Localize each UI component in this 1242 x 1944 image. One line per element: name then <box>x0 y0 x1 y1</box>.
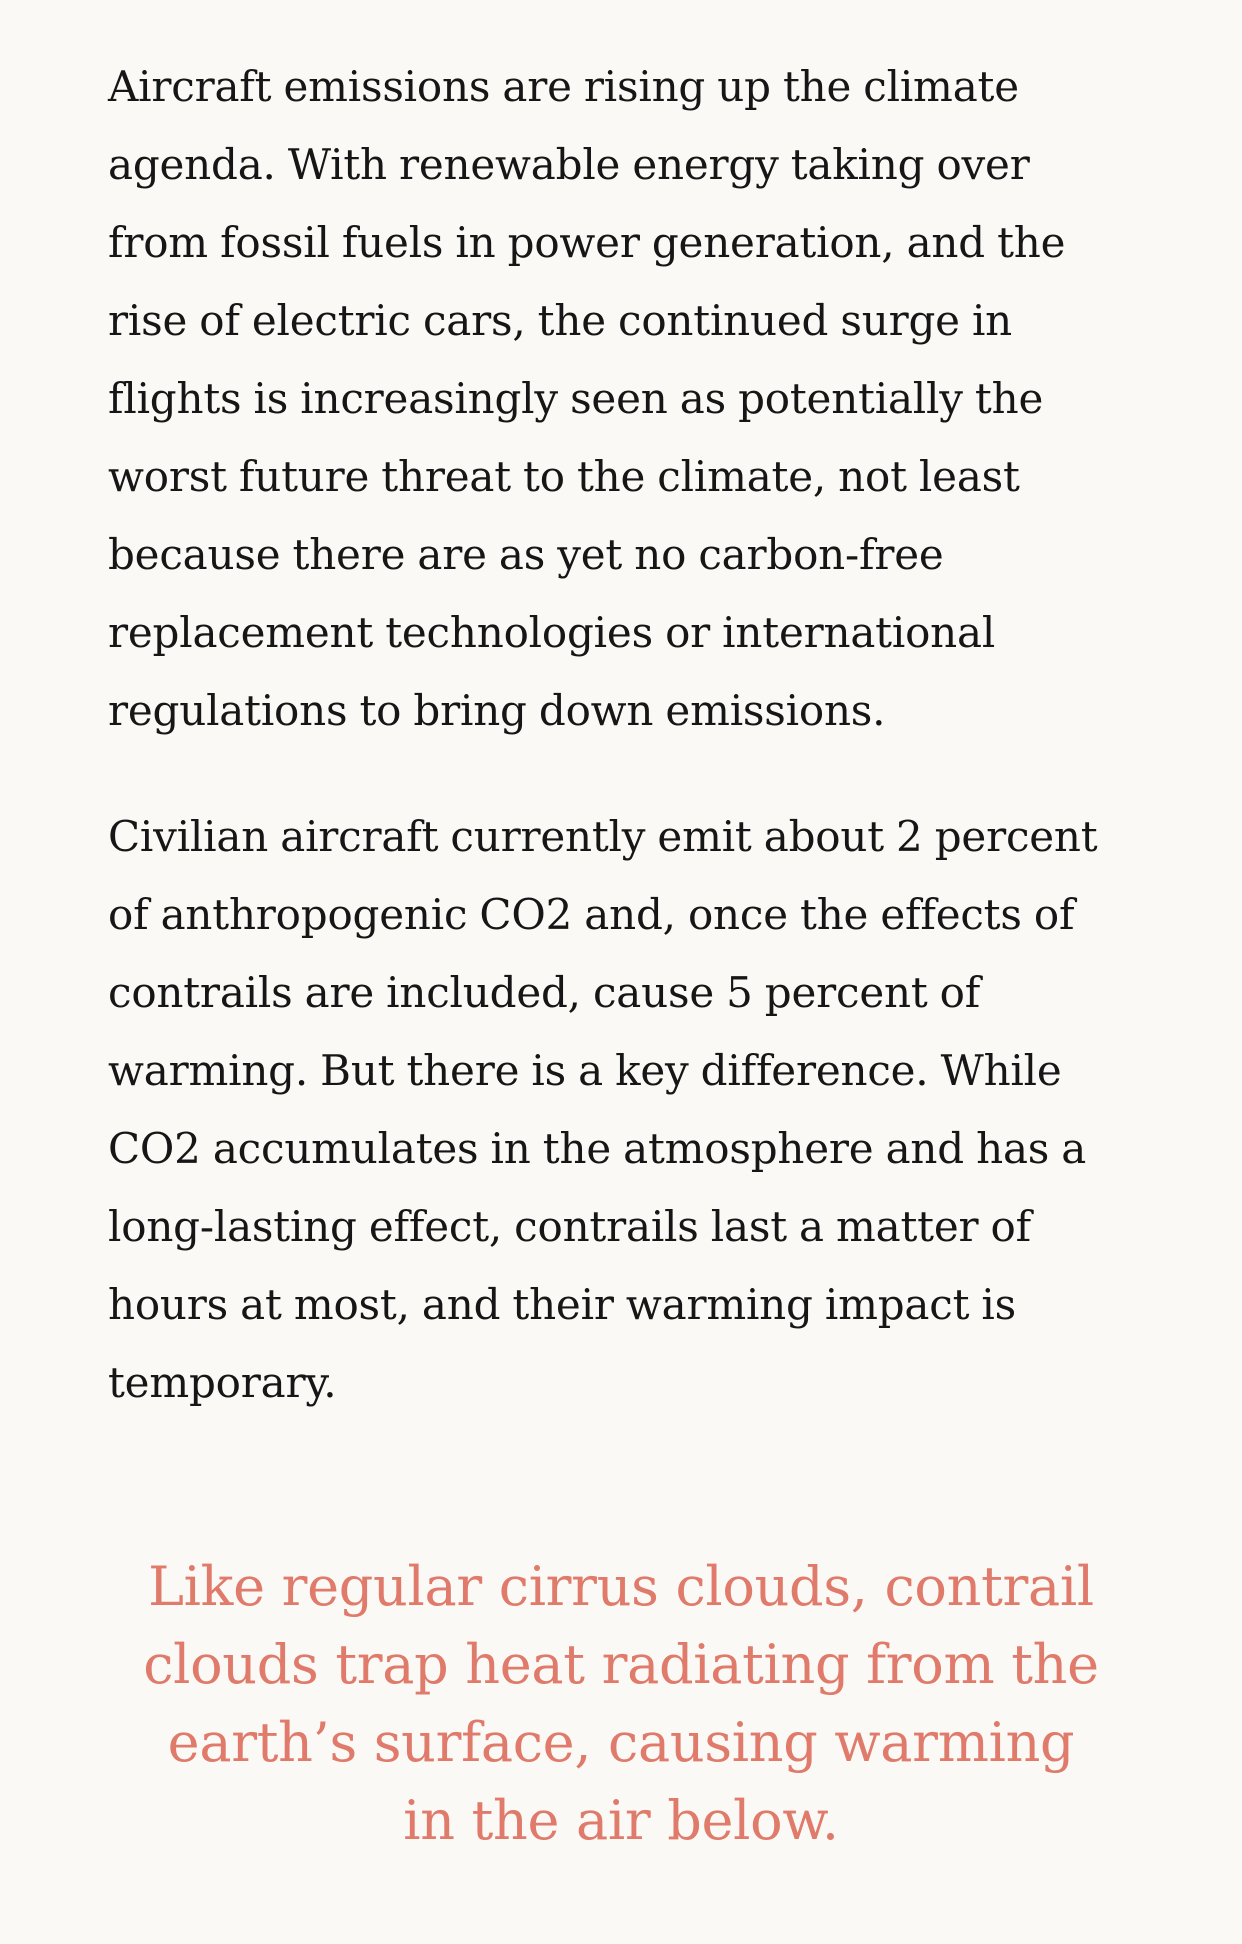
article-body <box>108 48 1148 1422</box>
paragraph-civilian-aircraft: Civilian aircraft currently emit about 2 percent of anthropogenic CO2 and, once the effects of contrails are included, cause 5 percent of warming. But there is a key difference. While CO2 accumulates in the atmosphere and has a long-lasting effect, contrails last a matter of hours at most, and their warming impact is temporary. <box>108 812 1098 1407</box>
pull-quote-text: Like regular cirrus clouds, contrail clouds trap heat radiating from the earth’s surface, causing warming in the air below. <box>143 1555 1099 1852</box>
paragraph-aircraft-emissions: Aircraft emissions are rising up the climate agenda. With renewable energy taking over from fossil fuels in power generation, and the rise of electric cars, the continued surge in flights is increasingly seen as potentially the worst future threat to the climate, not least because there are as yet no carbon-free replacement technologies or international regulations to bring down emissions. <box>108 62 1066 735</box>
pull-quote <box>0 1548 1242 1860</box>
